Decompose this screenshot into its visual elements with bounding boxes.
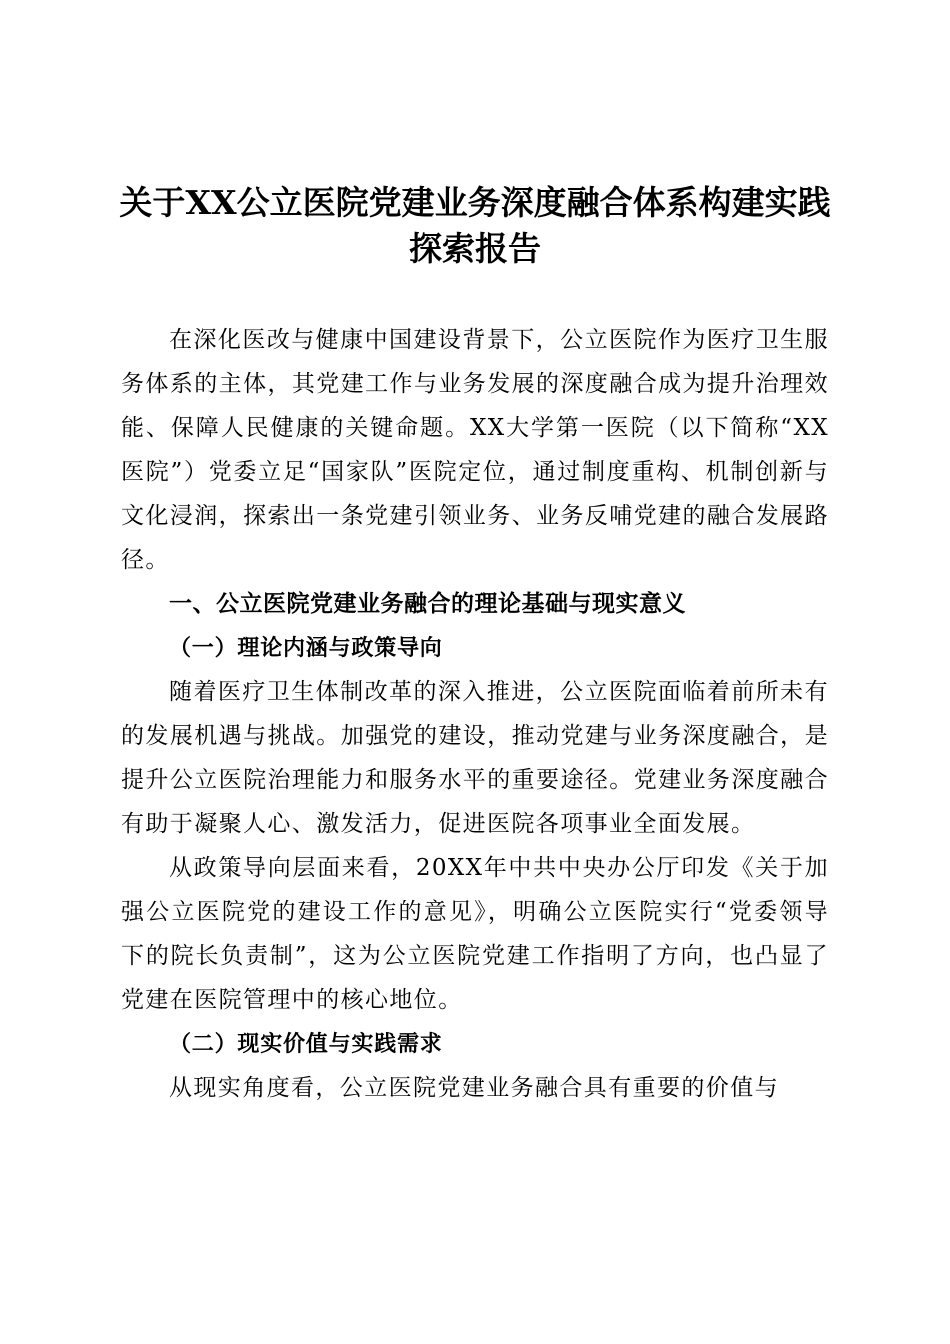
paragraph-1-1-1: 随着医疗卫生体制改革的深入推进，公立医院面临着前所未有的发展机遇与挑战。加强党的建设，推动党建与业务深度融合，是提升公立医院治理能力和服务水平的重要途径。党建业务深度融合有助于凝聚人心、激发活力，促进医院各项事业全面发展。 (121, 679, 829, 837)
paragraph-1-2-1: 从现实角度看，公立医院党建业务融合具有重要的价值与 (169, 1075, 779, 1101)
document-title: 关于XX公立医院党建业务深度融合体系构建实践探索报告 (119, 183, 831, 268)
subsection-heading-2: （二）现实价值与实践需求 (169, 1031, 443, 1057)
section-heading-1: 一、公立医院党建业务融合的理论基础与现实意义 (169, 591, 686, 617)
intro-paragraph: 在深化医改与健康中国建设背景下，公立医院作为医疗卫生服务体系的主体，其党建工作与业务发展的深度融合成为提升治理效能、保障人民健康的关键命题。XX大学第一医院（以下简称“XX医院”）党委立足“国家队”医院定位，通过制度重构、机制创新与文化浸润，探索出一条党建引领业务、业务反哺党建的融合发展路径。 (121, 327, 829, 573)
document-body (121, 318, 829, 1110)
subsection-heading-1: （一）理论内涵与政策导向 (169, 635, 443, 661)
paragraph-1-1-2: 从政策导向层面来看，20XX年中共中央办公厅印发《关于加强公立医院党的建设工作的意见》，明确公立医院实行“党委领导下的院长负责制”，这为公立医院党建工作指明了方向，也凸显了党建在医院管理中的核心地位。 (121, 855, 829, 1013)
